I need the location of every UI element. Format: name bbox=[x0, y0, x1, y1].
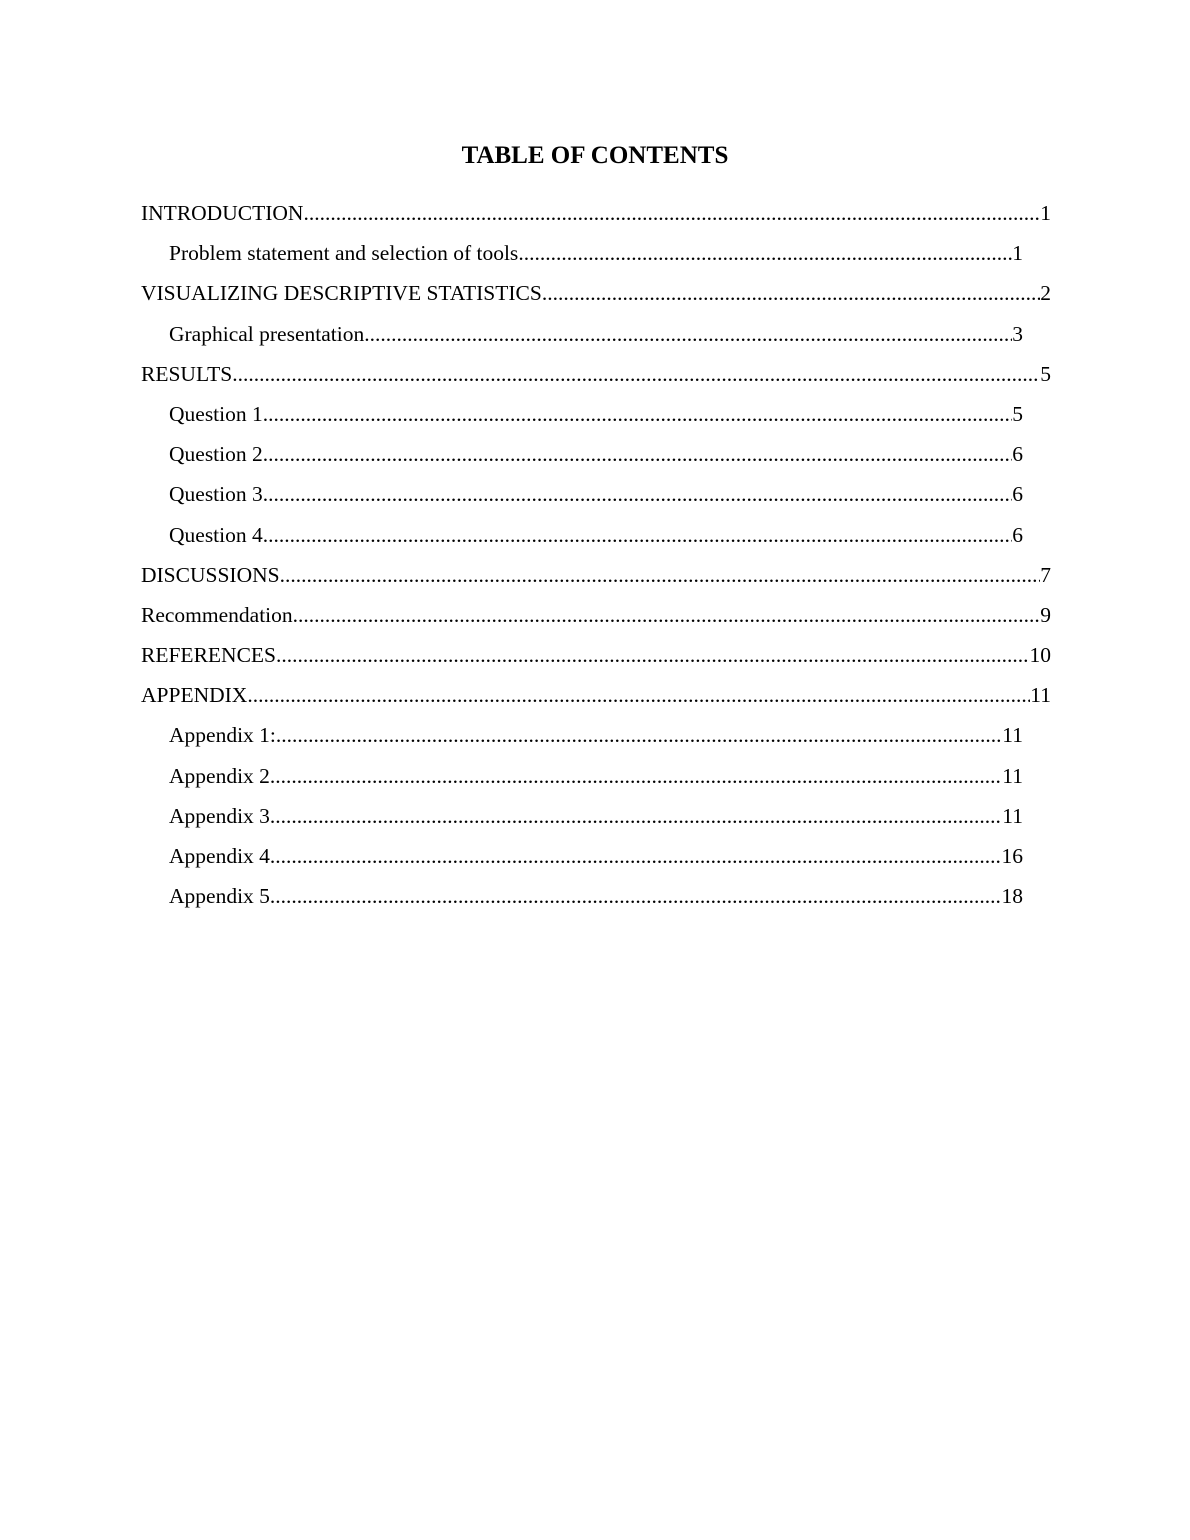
toc-entry[interactable] bbox=[141, 838, 1051, 878]
toc-entry[interactable] bbox=[141, 637, 1051, 677]
toc-entry-label: DISCUSSIONS bbox=[141, 562, 280, 587]
toc-entry-page-number: 7 bbox=[1040, 562, 1051, 587]
toc-entry-label: RESULTS bbox=[141, 361, 233, 386]
toc-dot-leader bbox=[263, 396, 1012, 432]
toc-dot-leader bbox=[518, 235, 1012, 271]
toc-dot-leader bbox=[303, 195, 1040, 231]
toc-entry-page-number: 11 bbox=[1002, 763, 1023, 788]
toc-entry-page-number: 6 bbox=[1012, 482, 1023, 507]
toc-entry-label: Question 1 bbox=[169, 401, 263, 426]
toc-entry-page-number: 1 bbox=[1012, 241, 1023, 266]
toc-entry[interactable] bbox=[141, 517, 1051, 557]
toc-dot-leader bbox=[270, 758, 1002, 794]
toc-entry-label: Problem statement and selection of tools bbox=[169, 241, 519, 266]
toc-dot-leader bbox=[542, 275, 1040, 311]
toc-dot-leader bbox=[364, 316, 1012, 352]
toc-entry-page-number: 9 bbox=[1040, 602, 1051, 627]
toc-entry[interactable] bbox=[141, 195, 1051, 235]
toc-entry-page-number: 6 bbox=[1012, 522, 1023, 547]
toc-dot-leader bbox=[270, 838, 1002, 874]
toc-entry-label: Question 4 bbox=[169, 522, 263, 547]
toc-entry[interactable] bbox=[141, 717, 1051, 757]
toc-dot-leader bbox=[270, 798, 1002, 834]
toc-entry-page-number: 3 bbox=[1012, 321, 1023, 346]
toc-entry-label: VISUALIZING DESCRIPTIVE STATISTICS bbox=[141, 281, 542, 306]
toc-entry-label: Recommendation bbox=[141, 602, 293, 627]
toc-entry-label: APPENDIX bbox=[141, 683, 248, 708]
toc-entry-page-number: 6 bbox=[1012, 442, 1023, 467]
toc-entry-page-number: 1 bbox=[1040, 201, 1051, 225]
toc-entry-label: Appendix 3 bbox=[169, 803, 270, 828]
table-of-contents bbox=[141, 195, 1051, 918]
toc-entry-label: REFERENCES bbox=[141, 643, 276, 668]
toc-entry-label: Appendix 1: bbox=[169, 723, 276, 748]
toc-entry[interactable] bbox=[141, 275, 1051, 315]
page-title: TABLE OF CONTENTS bbox=[461, 142, 729, 169]
toc-entry[interactable] bbox=[141, 476, 1051, 516]
toc-entry-page-number: 16 bbox=[1001, 844, 1023, 868]
toc-entry[interactable] bbox=[141, 878, 1051, 918]
toc-entry-page-number: 5 bbox=[1040, 361, 1051, 386]
toc-dot-leader bbox=[280, 557, 1041, 593]
toc-entry[interactable] bbox=[141, 316, 1051, 356]
toc-entry-page-number: 11 bbox=[1030, 683, 1051, 708]
toc-dot-leader bbox=[263, 517, 1012, 553]
toc-entry[interactable] bbox=[141, 597, 1051, 637]
toc-entry[interactable] bbox=[141, 235, 1051, 275]
toc-dot-leader bbox=[247, 677, 1030, 713]
toc-entry[interactable] bbox=[141, 436, 1051, 476]
toc-entry-label: Question 2 bbox=[169, 442, 263, 467]
toc-entry[interactable] bbox=[141, 758, 1051, 798]
toc-entry[interactable] bbox=[141, 798, 1051, 838]
toc-entry-page-number: 11 bbox=[1002, 803, 1023, 828]
toc-entry-label: Appendix 2 bbox=[169, 763, 270, 788]
toc-dot-leader bbox=[293, 597, 1041, 633]
toc-entry[interactable] bbox=[141, 396, 1051, 436]
toc-dot-leader bbox=[263, 476, 1012, 512]
toc-entry-label: Appendix 4 bbox=[169, 844, 270, 868]
toc-entry-page-number: 10 bbox=[1029, 643, 1051, 668]
toc-entry-page-number: 18 bbox=[1001, 884, 1023, 909]
toc-dot-leader bbox=[263, 436, 1012, 472]
toc-entry-page-number: 5 bbox=[1012, 401, 1023, 426]
toc-entry-page-number: 11 bbox=[1002, 723, 1023, 748]
toc-entry-page-number: 2 bbox=[1040, 281, 1051, 306]
toc-dot-leader bbox=[276, 717, 1002, 753]
toc-dot-leader bbox=[232, 356, 1040, 392]
toc-entry[interactable] bbox=[141, 356, 1051, 396]
toc-entry-label: Question 3 bbox=[169, 482, 263, 507]
toc-entry-label: Graphical presentation bbox=[169, 321, 365, 346]
toc-dot-leader bbox=[276, 637, 1030, 673]
toc-entry[interactable] bbox=[141, 557, 1051, 597]
toc-dot-leader bbox=[270, 878, 1002, 914]
toc-entry[interactable] bbox=[141, 677, 1051, 717]
toc-entry-label: Appendix 5 bbox=[169, 884, 270, 909]
toc-entry-label: INTRODUCTION bbox=[141, 201, 304, 225]
